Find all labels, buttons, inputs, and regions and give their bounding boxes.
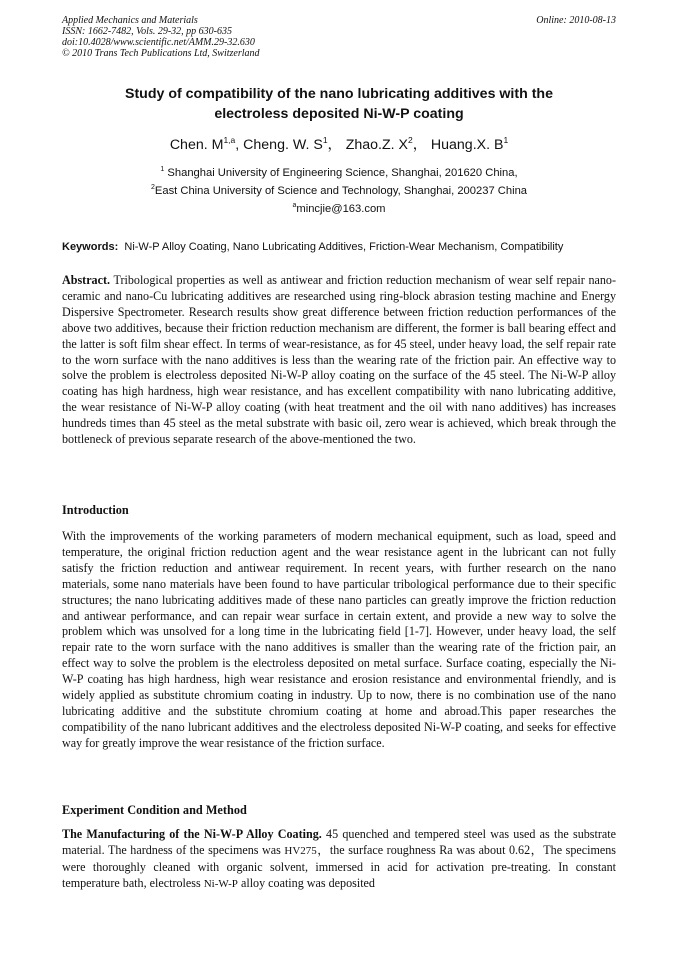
author-name: Chen. M [169, 137, 224, 153]
author-separator: , [235, 137, 244, 153]
introduction-body: With the improvements of the working parameters of modern mechanical equipment, such as load, speed and temperature, the original friction reduction agent and the wear resistance agent in the lubricant can not fully satisfy the friction reduction and antiwear requirement. In recent years, with further research on the nano materials, some nano materials have been found to have particular tribological performance due to their specific structures; the nano lubricating additives made of these nano particles can greatly improve the friction reduction and antiwear performance, and can repair wear surface in certain extent, and provide a new way to solve the problem which was unsolved for a long time in the lubricating field [1-7]. However, under heavy load, the self repair rate to the worn surface with the nano additives is smaller than the wearing rate of the friction pair, an effect way to solve the problem is the electroless deposited on metal surface. Surface coating, especially the Ni-W-P coating has high hardness, high wear resistance and erosion resistance and environmental friendly, and is widely applied as substitute chromium coating in industry. Up to now, there is no combination use of the nano lubricating additive and the substitute chromium coating at home and abroad.This paper researches the compatibility of the nano lubricant additives and the electroless deposited Ni-W-P coating, and seeks for effective way for greatly improve the wear resistance of the friction surface. [62, 529, 616, 750]
author-separator: ， [327, 137, 342, 153]
affiliation-1 [62, 166, 616, 180]
experiment-text-2: ，the surface roughness Ra was about 0.62，The specimens were thoroughly cleaned with organic solvent, immersed in acid for activation pre-treating. In constant temperature bath, electroless [62, 842, 616, 890]
author-sup: 1 [322, 135, 328, 145]
affiliation-sup: 1 [160, 166, 165, 173]
online-date: Online: 2010-08-13 [536, 15, 616, 26]
paper-title [62, 84, 616, 124]
author-email [62, 202, 616, 216]
abstract-text: Tribological properties as well as antiwear and friction reduction mechanism of wear self repair nano-ceramic and nano-Cu lubricating additives are researched using ring-block abrasion testing machine and Energy Dispersive Spectrometer. Research results show great difference between friction reduction performances of the above two additives, because their friction reduction mechanism are different, the former is ball bearing effect and the latter is soft film shear effect. In terms of wear-resistance, as for 45 steel, under heavy load, the self repair rate to the worn surface with the nano additives is less than the wearing rate of the friction pair. An effective way to solve the problem is electroless deposited Ni-W-P alloy coating on the surface of the 45 steel. The Ni-W-P alloy coating has high hardness, high wear resistance, and has excellent compatibility with nano lubricating additive, the wear resistance of Ni-W-P alloy coating (with heat treatment and the oil with nano additives) has increases hundreds times than 45 steel as the metal substrate with basic oil, zero wear is achieved, which break through the bottleneck of previous separate research of the above-mentioned the two. [62, 273, 616, 447]
title-line-2: electroless deposited Ni-W-P coating [214, 106, 464, 122]
experiment-text-3: alloy coating was deposited [237, 875, 375, 890]
experiment-body [62, 827, 616, 893]
keywords-label: Keywords: [62, 241, 119, 253]
affiliation-text: East China University of Science and Technology, Shanghai, 200237 China [154, 185, 528, 197]
issn-line: ISSN: 1662-7482, Vols. 29-32, pp 630-635 [62, 26, 232, 37]
experiment-subheading: The Manufacturing of the Ni-W-P Alloy Coating. [62, 827, 322, 841]
author-sup: 1 [503, 135, 509, 145]
journal-header [62, 15, 616, 59]
affiliation-text: Shanghai University of Engineering Science, Shanghai, 201620 China, [167, 167, 518, 179]
author-list [62, 136, 616, 154]
alloy-name: Ni-W-P [203, 877, 238, 890]
author-name: Zhao.Z. X [345, 137, 408, 153]
journal-name: Applied Mechanics and Materials [62, 15, 198, 26]
abstract [62, 273, 616, 448]
keywords [62, 239, 616, 256]
affiliation-sup: 2 [150, 184, 155, 191]
hardness-value: HV275 [284, 844, 317, 857]
author-sup: 2 [408, 135, 413, 145]
email-text[interactable]: mincjie@163.com [296, 203, 386, 215]
experiment-heading: Experiment Condition and Method [62, 803, 247, 817]
introduction-heading: Introduction [62, 503, 129, 517]
title-line-1: Study of compatibility of the nano lubricating additives with the [124, 86, 553, 102]
author-separator: ， [412, 137, 427, 153]
author-name: Cheng. W. S [243, 137, 323, 153]
abstract-label: Abstract. [62, 273, 111, 287]
author-sup: 1,a [223, 135, 236, 145]
copyright-line: © 2010 Trans Tech Publications Ltd, Switzerland [62, 48, 260, 59]
author-name: Huang.X. B [430, 137, 504, 153]
affiliation-2 [62, 184, 616, 198]
email-sup: a [292, 202, 297, 209]
doi-line[interactable]: doi:10.4028/www.scientific.net/AMM.29-32.630 [62, 37, 255, 48]
keywords-text: Ni-W-P Alloy Coating, Nano Lubricating Additives, Friction-Wear Mechanism, Compatibility [124, 241, 564, 253]
experiment-text-1: 45 quenched and tempered steel was used as the substrate material. The hardness of the specimens was [62, 827, 616, 857]
